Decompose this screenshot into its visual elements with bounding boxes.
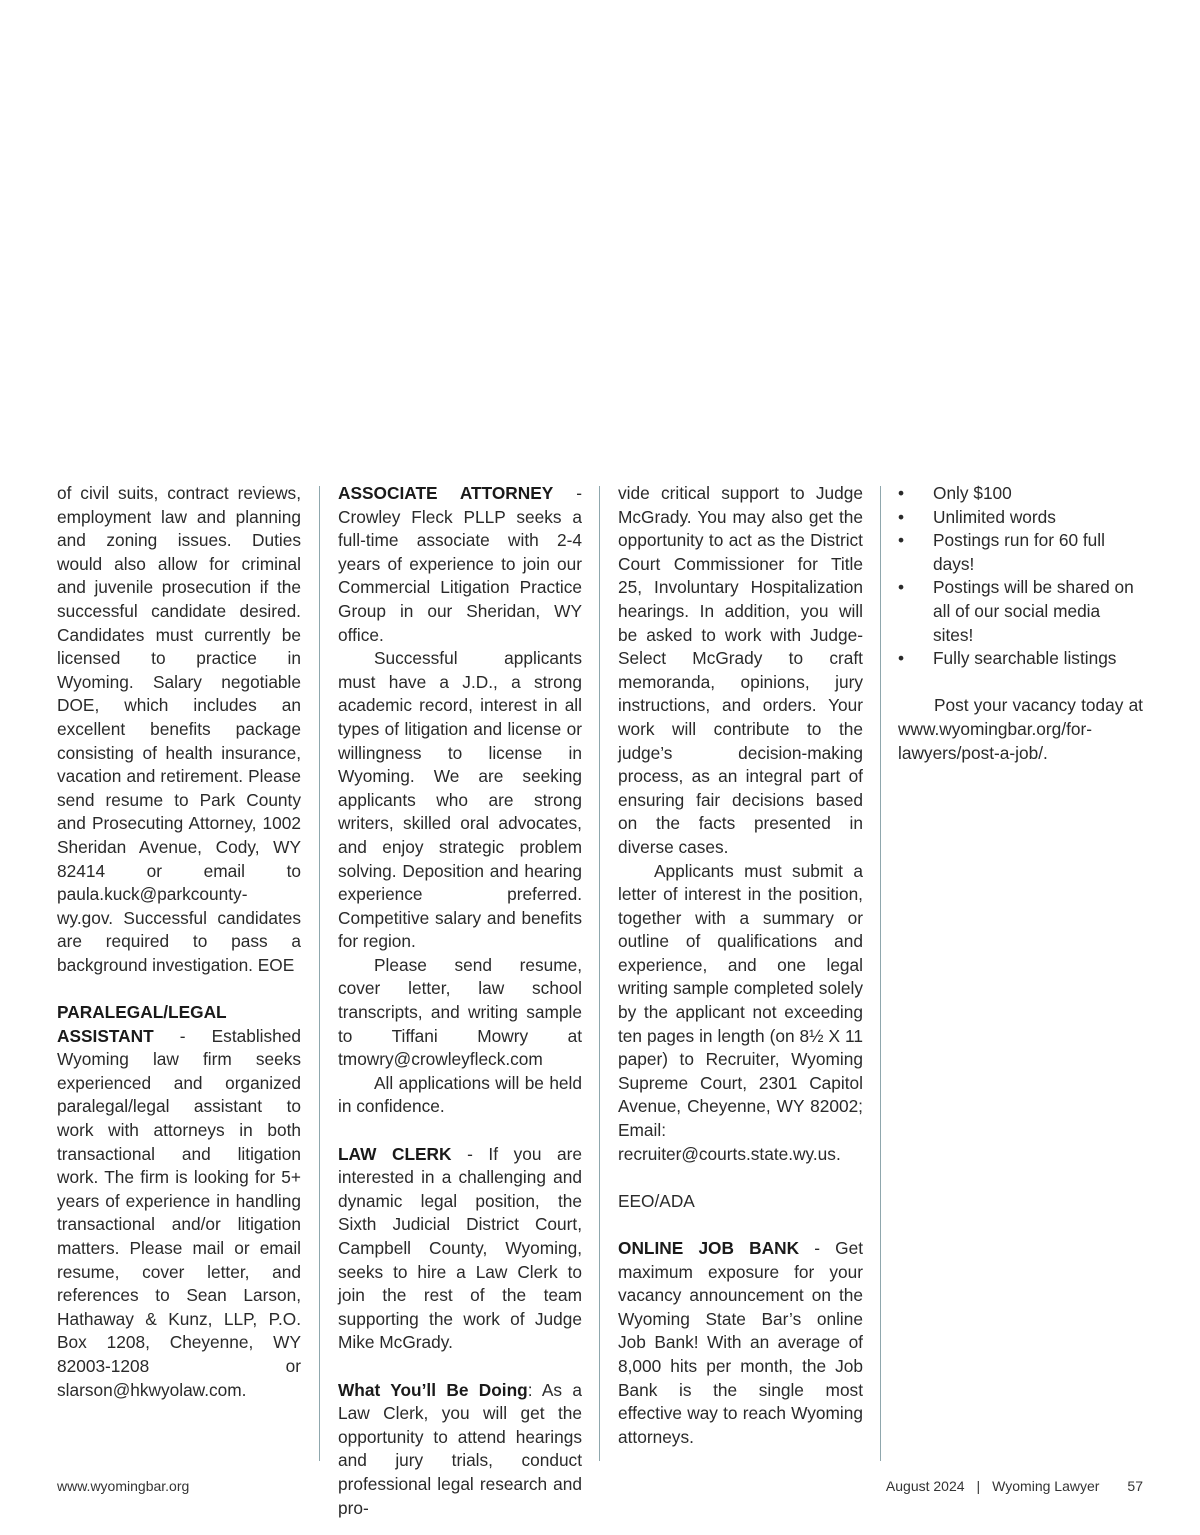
column-divider <box>880 486 881 1461</box>
column-divider <box>319 486 320 1461</box>
list-item: • Postings will be shared on all of our social media sites! <box>898 577 1134 645</box>
bullet-icon: • <box>898 648 905 669</box>
bullet-icon: • <box>898 577 905 598</box>
ad-heading: ASSOCIATE ATTORNEY <box>338 483 554 503</box>
column-2 <box>338 482 582 1520</box>
footer-website: www.wyomingbar.org <box>57 1478 190 1494</box>
bullet-icon: • <box>898 506 905 527</box>
paragraph: vide critical support to Judge McGrady. You may also get the opportunity to act as the District Court Commissioner for Title 25, Involuntary Hospitalization hearings. In addition, you will be asked to work with Judge-Select McGrady to craft memoranda, opinions, jury instructions, and orders. Your work will contribute to the judge’s decision-making process, as an integral part of ensuring fair decisions based on the facts presented in diverse cases. <box>618 483 863 857</box>
ad-body: - Established Wyoming law firm seeks experienced and organized paralegal/legal assistant to work with attorneys in both transactional and litigation work. The firm is looking for 5+ years of experience in handling transactional and/or litigation matters. Please mail or email resume, cover letter, and references to Sean Larson, Hathaway & Kunz, LLP, P.O. Box 1208, Cheyenne, WY 82003-1208 or slarson@hkwyolaw.com. <box>57 1025 301 1400</box>
ad-online-job-bank <box>618 1237 863 1449</box>
list-item: • Postings run for 60 full days! <box>898 530 1105 574</box>
paragraph: Applicants must submit a letter of interest in the position, together with a summary or outline of qualifications and experience, and one legal writing sample completed solely by the applicant not exceeding ten pages in length (on 8½ X 11 paper) to Recruiter, Wyoming Supreme Court, 2301 Capitol Avenue, Cheyenne, WY 82002; Email: recruiter@courts.state.wy.us. <box>618 860 863 1164</box>
ad-paralegal <box>57 1001 301 1402</box>
ad-heading: ONLINE JOB BANK <box>618 1238 800 1258</box>
post-vacancy-text: Post your vacancy today at www.wyomingbar.org/for-lawyers/post-a-job/. <box>898 695 1143 763</box>
column-3 <box>618 482 863 1449</box>
subsection-body: : As a Law Clerk, you will get the opportunity to attend hearings and jury trials, conduct professional legal research and pro- <box>338 1379 583 1518</box>
bullet-icon: • <box>898 483 905 503</box>
list-item: • Only $100 <box>898 482 1143 506</box>
paragraph: All applications will be held in confidence. <box>338 1072 582 1117</box>
paragraph: Successful applicants must have a J.D., a strong academic record, interest in all types of litigation and license or willingness to license in Wyoming. We are seeking applicants who are strong writers, skilled oral advocates, and enjoy strategic problem solving. Deposition and hearing experience preferred. Competitive salary and benefits for region. <box>338 648 582 952</box>
page-number: 57 <box>1127 1478 1143 1494</box>
footer-publication: Wyoming Lawyer <box>992 1478 1100 1494</box>
footer-issue-date: August 2024 <box>885 1478 965 1494</box>
ad-law-clerk <box>338 1143 582 1355</box>
ad-associate-attorney <box>338 482 582 647</box>
subsection-heading: What You’ll Be Doing <box>338 1379 528 1400</box>
list-item: • Unlimited words <box>898 506 1143 530</box>
footer-separator: | <box>976 1478 981 1494</box>
ad-body: - Crowley Fleck PLLP seeks a full-time associate with 2-4 years of experience to join our Commercial Litigation Practice Group in our Sheridan, WY office. <box>338 483 582 645</box>
list-item: • Fully searchable listings <box>898 647 1143 671</box>
subsection <box>338 1379 582 1521</box>
column-divider <box>599 486 600 1461</box>
ad-body: - If you are interested in a challenging and dynamic legal position, the Sixth Judicial District Court, Campbell County, Wyoming, seeks to hire a Law Clerk to join the rest of the team supporting the work of Judge Mike McGrady. <box>338 1143 583 1353</box>
column-1 <box>57 482 301 1402</box>
paragraph: of civil suits, contract reviews, employment law and planning and zoning issues. Duties would also allow for criminal and juvenile prosecution if the successful candidate desired. Candidates must currently be licensed to practice in Wyoming. Salary negotiable DOE, which includes an excellent benefits package consisting of health insurance, vacation and retirement. Please send resume to Park County and Prosecuting Attorney, 1002 Sheridan Avenue, Cody, WY 82414 or email to paula.kuck@parkcounty-wy.gov. Successful candidates are required to pass a background investigation. EOE <box>57 483 301 975</box>
ad-heading: LAW CLERK <box>338 1143 452 1164</box>
job-bank-features <box>898 482 1143 671</box>
column-4 <box>898 482 1143 765</box>
eeo-note: EEO/ADA <box>618 1190 695 1211</box>
ad-heading: PARALEGAL/LEGAL ASSISTANT <box>57 1002 227 1046</box>
paragraph: Please send resume, cover letter, law school transcripts, and writing sample to Tiffani Mowry at tmowry@crowleyfleck.com <box>338 954 582 1070</box>
ad-body: - Get maximum exposure for your vacancy announcement on the Wyoming State Bar’s online Job Bank! With an average of 8,000 hits per month, the Job Bank is the single most effective way to reach Wyoming attorneys. <box>618 1238 863 1447</box>
bullet-icon: • <box>898 530 905 551</box>
footer-issue-info <box>886 1478 1143 1494</box>
